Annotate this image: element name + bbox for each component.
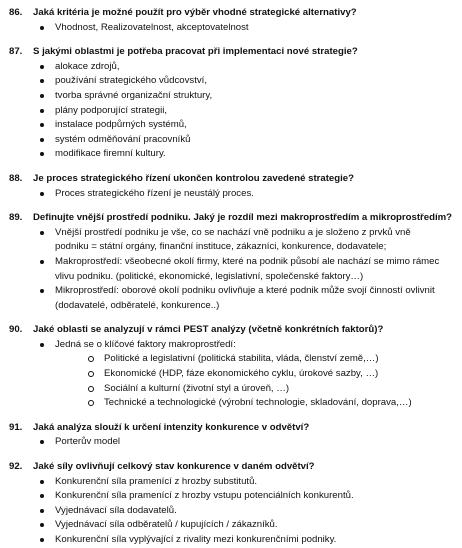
bullet-icon xyxy=(40,523,44,527)
question-number: 86. xyxy=(9,7,23,18)
question-heading xyxy=(9,211,462,226)
question-87 xyxy=(0,45,462,162)
answer-item: Makroprostředí: všeobecné okolí firmy, které na podnik působí ale nachází se mimo rámec vlivu podniku. (politické, ekonomické, legislativní, společenské faktory…) xyxy=(0,255,462,284)
question-90 xyxy=(0,323,462,411)
bullet-icon xyxy=(40,79,44,83)
question-text: Jaké oblasti se analyzují v rámci PEST analýzy (včetně konkrétních faktorů)? xyxy=(33,324,384,336)
answer-item: Konkurenční síla pramenící z hrozby vstupu potenciálních konkurentů. xyxy=(0,489,462,504)
bullet-icon xyxy=(40,289,44,293)
answer-list xyxy=(0,226,462,314)
answer-item: Vnější prostředí podniku je vše, co se nachází vně podniku a je složeno z prvků vně podniku = státní orgány, finanční instituce, zákazníci, konkurence, dodavatele; xyxy=(0,226,462,255)
answer-item: plány podporující strategii, xyxy=(0,104,462,119)
bullet-icon xyxy=(40,152,44,156)
question-89 xyxy=(0,211,462,313)
sub-answer-item: Politické a legislativní (politická stabilita, vláda, členství země,…) xyxy=(0,352,462,367)
bullet-icon xyxy=(40,494,44,498)
answer-item: alokace zdrojů, xyxy=(0,60,462,75)
bullet-icon xyxy=(40,509,44,513)
sub-answer-list xyxy=(0,352,462,410)
question-number: 88. xyxy=(9,172,23,184)
answer-list xyxy=(0,435,462,450)
question-number: 91. xyxy=(9,421,23,433)
question-heading xyxy=(9,45,462,60)
circle-bullet-icon xyxy=(88,371,94,377)
answer-item: Vyjednávací síla odběratelů / kupujících / zákazníků. xyxy=(0,518,462,533)
answer-item: Porterův model xyxy=(0,435,462,450)
question-text: S jakými oblastmi je potřeba pracovat při implementaci nové strategie? xyxy=(33,46,358,58)
bullet-icon xyxy=(40,343,44,347)
question-text: Definujte vnější prostředí podniku. Jaký je rozdíl mezi makroprostředím a mikroprostředím? xyxy=(33,212,453,224)
answer-item: používání strategického vůdcovství, xyxy=(0,74,462,89)
answer-item: Jedná se o klíčové faktory makroprostředí: xyxy=(0,338,462,353)
question-text: Jaké síly ovlivňují celkový stav konkurence v daném odvětví? xyxy=(33,461,315,473)
question-number: 90. xyxy=(9,324,23,336)
circle-bullet-icon xyxy=(88,356,94,362)
answer-item: systém odměňování pracovníků xyxy=(0,133,462,148)
bullet-icon xyxy=(40,480,44,484)
answer-item: modifikace firemní kultury. xyxy=(0,147,462,162)
bullet-icon xyxy=(40,538,44,542)
question-heading xyxy=(9,172,462,187)
answer-item: Vhodnost, Realizovatelnost, akceptovatelnost xyxy=(0,21,462,36)
answer-item: instalace podpůrných systémů, xyxy=(0,118,462,133)
question-number: 87. xyxy=(9,46,23,58)
sub-answer-item: Technické a technologické (výrobní technologie, skladování, doprava,…) xyxy=(0,396,462,411)
answer-item: Proces strategického řízení je neustálý proces. xyxy=(0,187,462,202)
bullet-icon xyxy=(40,192,44,196)
question-text: Je proces strategického řízení ukončen kontrolou zavedené strategie? xyxy=(33,172,354,184)
bullet-icon xyxy=(40,231,44,235)
question-heading xyxy=(9,460,462,475)
question-number: 92. xyxy=(9,461,23,473)
question-text: Jaká kritéria je možné použít pro výběr vhodné strategické alternativy? xyxy=(33,7,357,18)
bullet-icon xyxy=(40,123,44,127)
answer-item: Vyjednávací síla dodavatelů. xyxy=(0,504,462,519)
bullet-icon xyxy=(40,65,44,69)
sub-answer-item: Sociální a kulturní (životní styl a úroveň, …) xyxy=(0,382,462,397)
circle-bullet-icon xyxy=(88,386,94,392)
bullet-icon xyxy=(40,138,44,142)
question-heading xyxy=(9,323,462,338)
question-88 xyxy=(0,172,462,201)
answer-item: Mikroprostředí: oborové okolí podniku ovlivňuje a které podnik může svojí činností ovlivnit (dodavatelé, odběratelé, konkurence..) xyxy=(0,284,462,313)
question-92 xyxy=(0,460,462,548)
answer-list xyxy=(0,60,462,162)
circle-bullet-icon xyxy=(88,400,94,406)
answer-item: tvorba správné organizační struktury, xyxy=(0,89,462,104)
question-86 xyxy=(0,6,462,35)
bullet-icon xyxy=(40,26,44,30)
answer-list xyxy=(0,338,462,353)
bullet-icon xyxy=(40,440,44,444)
question-heading xyxy=(9,6,462,21)
answer-item: Konkurenční síla vyplývající z rivality mezi konkurenčními podniky. xyxy=(0,533,462,548)
sub-answer-item: Ekonomické (HDP, fáze ekonomického cyklu, úrokové sazby, …) xyxy=(0,367,462,382)
answer-item: Konkurenční síla pramenící z hrozby substitutů. xyxy=(0,475,462,490)
question-text: Jaká analýza slouží k určení intenzity konkurence v odvětví? xyxy=(33,421,310,433)
bullet-icon xyxy=(40,260,44,264)
question-heading xyxy=(9,421,462,436)
question-number: 89. xyxy=(9,212,23,224)
bullet-icon xyxy=(40,94,44,98)
answer-list xyxy=(0,21,462,36)
answer-list xyxy=(0,187,462,202)
bullet-icon xyxy=(40,109,44,113)
question-91 xyxy=(0,421,462,450)
